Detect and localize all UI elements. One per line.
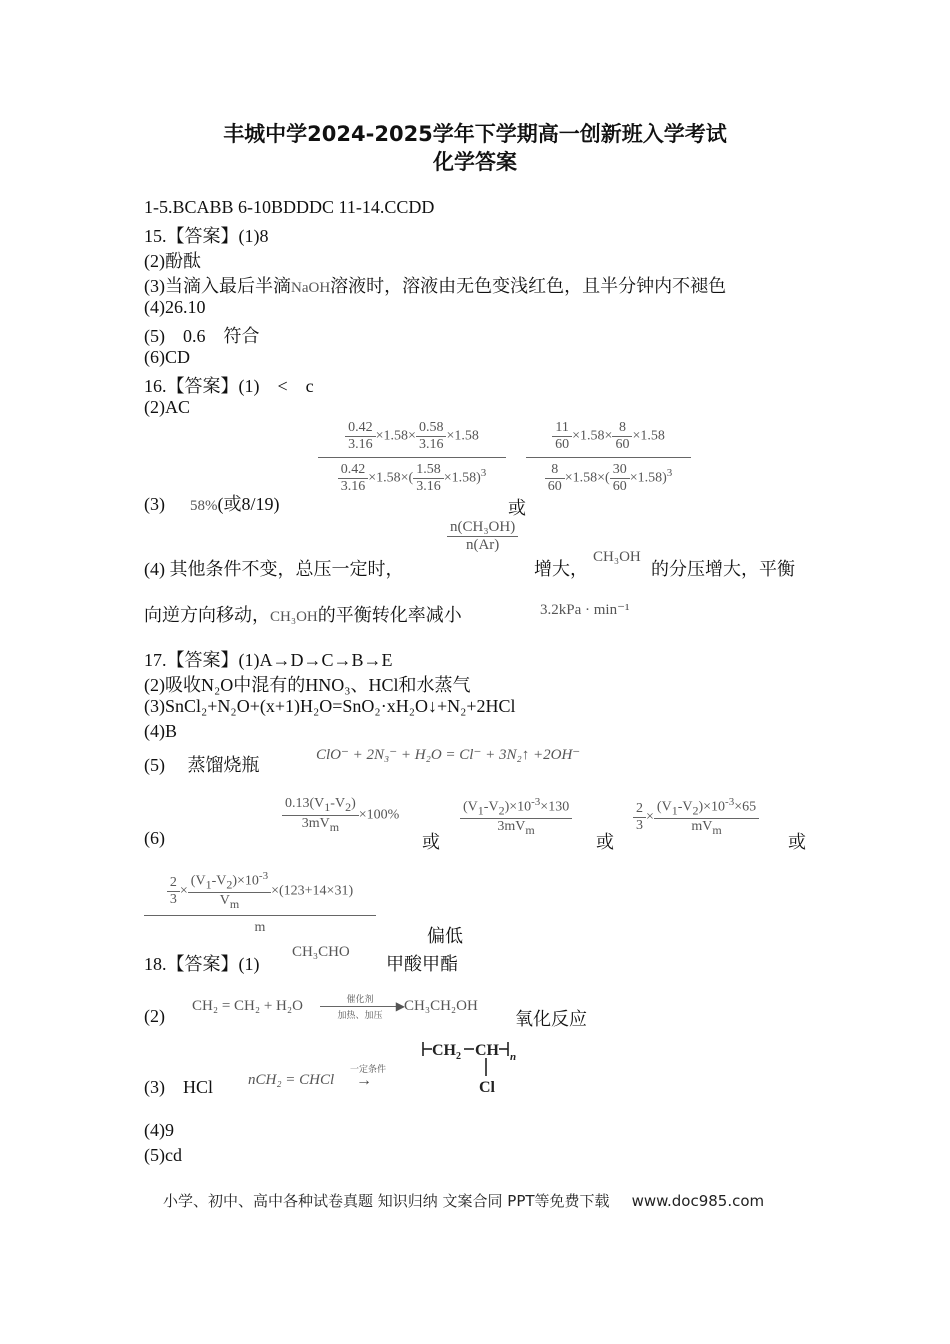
page-subtitle: 化学答案 (433, 150, 517, 174)
q16-2: (2)AC (144, 397, 190, 417)
page-title: 丰城中学2024-2025学年下学期高一创新班入学考试 (223, 122, 727, 146)
q16-3-label: (3) (144, 494, 165, 514)
q17-4: (4)B (144, 721, 177, 741)
ratio-den: n(Ar) (465, 537, 500, 553)
q17-6-expr-2: $\frac{(V_1-V_2)\times 10^{-3}\times 130}{3mV_m}$ (460, 796, 572, 838)
q16-head: 16.【答案】(1) < c (144, 376, 314, 396)
q16-4-line2a: 向逆方向移动， (144, 605, 270, 625)
q17-6-or-2: 或 (596, 832, 614, 852)
ch3oh-formula: CH₃OH (593, 549, 641, 565)
q17-5: (5) 蒸馏烧瓶 (144, 755, 260, 775)
naoh-formula: NaOH (291, 280, 331, 296)
q18-2-eq-right: CH₃CH₂OH (404, 998, 478, 1014)
q17-5-equation: ClO⁻ + 2N₃⁻ + H₂O = Cl⁻ + 3N₂↑ +2OH⁻ (316, 747, 581, 763)
q17-6-label: (6) (144, 828, 165, 848)
kp-expression-1: $\frac{0.42}{3.16}$ ×1.58× $\frac{0.58}{3.16}$ ×1.58 $\frac{0.42}{3.16}$ ×1.58×( $\frac{1.58}{3.16}$ ×1.58)$^3$ (318, 420, 506, 495)
q17-6-expr-3: $\frac{2}{3}$ × $\frac{(V_1-V_2)\times 10^{-3}\times 65}{mV_m}$ (633, 796, 759, 838)
q18-1-formula: CH₃CHO (292, 944, 350, 960)
q18-4: (4)9 (144, 1120, 174, 1140)
q16-3-alt: (或8/19) (217, 494, 280, 514)
q17-3: (3)SnCl₂+N₂O+(x+1)H₂O=SnO₂·xH₂O↓+N₂+2HCl (144, 696, 516, 716)
kp-expression-2: $\frac{11}{60}$ ×1.58× $\frac{8}{60}$ ×1.58 $\frac{8}{60}$ ×1.58×( $\frac{30}{60}$ ×1.58)$^3$ (526, 420, 691, 495)
q16-3-percent: 58% (190, 498, 218, 514)
ratio-fraction (447, 519, 518, 554)
footer (163, 1190, 764, 1211)
footer-text: 小学、初中、高中各种试卷真题 知识归纳 文案合同 PPT等免费下载 (163, 1192, 610, 1210)
ratio-num: n(CH₃OH) (447, 519, 518, 537)
q18-3-cond: 一定条件 (350, 1064, 387, 1074)
svg-text:2: 2 (456, 1051, 461, 1062)
q18-5: (5)cd (144, 1145, 182, 1165)
q15-3-text-a: (3)当滴入最后半滴 (144, 276, 291, 296)
q16-4-rest: 的分压增大，平衡 (651, 559, 795, 579)
q18-3-label: (3) HCl (144, 1077, 213, 1097)
q18-3-eq: nCH₂ = CHCl (248, 1072, 335, 1088)
q18-2-arrow (320, 992, 405, 1021)
q18-2-label: (2) (144, 1006, 165, 1026)
cond-bottom: 加热、加压 (337, 1010, 383, 1020)
svg-text:CH: CH (432, 1042, 456, 1059)
q18-head: 18.【答案】(1) (144, 954, 260, 974)
q17-6-or-1: 或 (422, 832, 440, 852)
q16-3-or: 或 (508, 498, 526, 518)
q17-6-result: 偏低 (427, 926, 463, 946)
q15-3-text-b: 溶液时，溶液由无色变浅红色，且半分钟内不褪色 (330, 276, 727, 296)
q15-5: (5) 0.6 符合 (144, 326, 260, 346)
svg-text:Cl: Cl (479, 1079, 495, 1096)
q18-1-name: 甲酸甲酯 (386, 954, 458, 974)
q17-6-or-3: 或 (788, 832, 806, 852)
q16-4-text: (4) 其他条件不变，总压一定时， (144, 559, 404, 579)
rate-value: 3.2kPa · min⁻¹ (540, 602, 630, 618)
pvc-structure-icon (420, 1040, 520, 1100)
footer-url[interactable]: www.doc985.com (631, 1192, 765, 1210)
cond-top: 催化剂 (346, 994, 374, 1004)
q16-4-line2 (144, 601, 462, 627)
q18-2-type: 氧化反应 (515, 1009, 587, 1029)
ch3oh-formula-2: CH₃OH (270, 609, 318, 625)
q16-4-increase: 增大， (534, 559, 588, 579)
q17-6-expr-1: $\frac{0.13(V_1-V_2)}{3mV_m}$ ×100% (282, 796, 399, 835)
svg-text:n: n (510, 1051, 517, 1063)
arrow-line: ▶ (320, 1006, 400, 1007)
q18-3-arrow: → (356, 1072, 372, 1089)
q15-3 (144, 272, 726, 298)
svg-text:CH: CH (475, 1042, 499, 1059)
q17-2: (2)吸收N₂O中混有的HNO₃、HCl和水蒸气 (144, 675, 471, 695)
q15-4: (4)26.10 (144, 297, 206, 317)
q15-head: 15.【答案】(1)8 (144, 226, 269, 246)
q17-6-expr-4: $\frac{2}{3}$ × $\frac{(V_1-V_2)\times 10^{-3}}{V_m}$ ×(123+14×31) m (144, 870, 376, 936)
polymer-structure (420, 1040, 520, 1105)
q18-2-eq-left: CH₂ = CH₂ + H₂O (192, 998, 303, 1014)
q15-2: (2)酚酞 (144, 251, 201, 271)
q16-4-line2b: 的平衡转化率减小 (317, 605, 462, 625)
mc-answers: 1-5.BCABB 6-10BDDDC 11-14.CCDD (144, 197, 435, 217)
q16-3-value (190, 490, 280, 516)
q15-6: (6)CD (144, 347, 190, 367)
q17-head: 17.【答案】(1)A→D→C→B→E (144, 650, 393, 670)
